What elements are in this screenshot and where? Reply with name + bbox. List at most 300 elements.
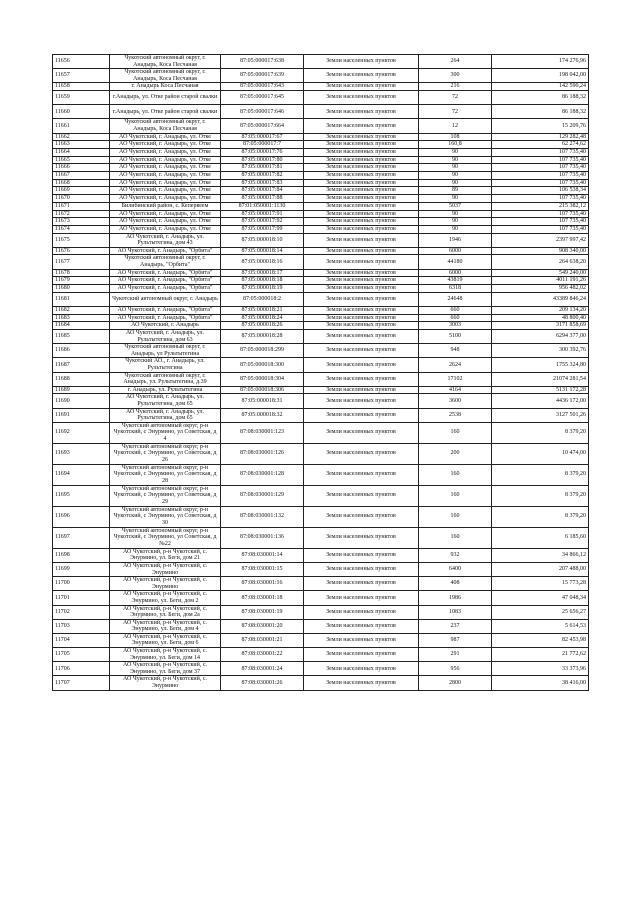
table-row [53, 648, 589, 662]
table-row [53, 619, 589, 633]
cadastral-value-cell: 48 800,40 [492, 314, 589, 322]
table-row [53, 633, 589, 647]
area-cell: 264 [419, 55, 492, 69]
cadastral-value-cell: 8 379,20 [492, 485, 589, 506]
land-category-cell: Земли населенных пунктов [304, 255, 419, 269]
land-category-cell: Земли населенных пунктов [304, 91, 419, 105]
area-cell: 1946 [419, 233, 492, 247]
table-row [53, 210, 589, 218]
land-category-cell: Земли населенных пунктов [304, 562, 419, 576]
row-number: 11707 [53, 676, 110, 690]
row-number: 11671 [53, 202, 110, 210]
address-cell: АО Чукотский, г. Анадырь, ул. Отке [110, 210, 221, 218]
row-number: 11696 [53, 506, 110, 527]
address-cell: Чукотский автономный округ, г. Анадырь, Коса Песчаная [110, 55, 221, 69]
table-row [53, 195, 589, 203]
address-cell: АО Чукотский, г. Анадырь, ул. Отке [110, 187, 221, 195]
cadastral-value-cell: 8 379,20 [492, 506, 589, 527]
cadastral-value-cell: 107 735,40 [492, 172, 589, 180]
table-body [53, 55, 589, 691]
row-number: 11672 [53, 210, 110, 218]
address-cell: Чукотский автономный округ, г. Анадырь, ул Рультытегина [110, 344, 221, 358]
address-cell: АО Чукотский, г. Анадырь, "Орбита" [110, 306, 221, 314]
land-category-cell: Земли населенных пунктов [304, 464, 419, 485]
cadastral-value-cell: 107 735,40 [492, 195, 589, 203]
row-number: 11681 [53, 292, 110, 306]
area-cell: 956 [419, 662, 492, 676]
land-category-cell: Земли населенных пунктов [304, 277, 419, 285]
table-row [53, 408, 589, 422]
cadastral-number-cell: 87:08:030001:132 [221, 506, 304, 527]
land-category-cell: Земли населенных пунктов [304, 329, 419, 343]
cadastral-number-cell: 87:01:050001:1130 [221, 202, 304, 210]
row-number: 11666 [53, 164, 110, 172]
cadastral-number-cell: 87:05:000018:17 [221, 269, 304, 277]
cadastral-number-cell: 87:08:030001:22 [221, 648, 304, 662]
area-cell: 932 [419, 548, 492, 562]
cadastral-number-cell: 87:05:000018:300 [221, 358, 304, 372]
row-number: 11682 [53, 306, 110, 314]
cadastral-value-cell: 5 614,53 [492, 619, 589, 633]
table-row [53, 548, 589, 562]
row-number: 11705 [53, 648, 110, 662]
cadastral-number-cell: 87:05:000017:80 [221, 156, 304, 164]
row-number: 11687 [53, 358, 110, 372]
cadastral-value-cell: 198 042,00 [492, 69, 589, 83]
address-cell: АО Чукотский, г. Анадырь, ул. Отке [110, 149, 221, 157]
land-category-cell: Земли населенных пунктов [304, 179, 419, 187]
area-cell: 237 [419, 619, 492, 633]
area-cell: 90 [419, 149, 492, 157]
land-category-cell: Земли населенных пунктов [304, 225, 419, 233]
row-number: 11694 [53, 464, 110, 485]
cadastral-value-cell: 33 373,96 [492, 662, 589, 676]
row-number: 11688 [53, 372, 110, 386]
table-row [53, 527, 589, 548]
row-number: 11697 [53, 527, 110, 548]
cadastral-value-cell: 86 188,32 [492, 105, 589, 119]
cadastral-value-cell: 86 188,32 [492, 91, 589, 105]
area-cell: 3003 [419, 322, 492, 330]
row-number: 11691 [53, 408, 110, 422]
table-row [53, 277, 589, 285]
land-category-cell: Земли населенных пунктов [304, 577, 419, 591]
land-category-cell: Земли населенных пунктов [304, 322, 419, 330]
address-cell: АО Чукотский, р-н Чукотский, с. Энурмино, ул. Беги, дом 37 [110, 662, 221, 676]
cadastral-value-cell: 3127 501,26 [492, 408, 589, 422]
cadastral-value-cell: 5131 172,28 [492, 386, 589, 394]
cadastral-number-cell: 87:05:000018:299 [221, 344, 304, 358]
address-cell: Чукотский АО., г. Анадырь, ул. Рультытегина [110, 358, 221, 372]
land-category-cell: Земли населенных пунктов [304, 233, 419, 247]
row-number: 11704 [53, 633, 110, 647]
cadastral-value-cell: 209 134,20 [492, 306, 589, 314]
land-category-cell: Земли населенных пунктов [304, 187, 419, 195]
table-row [53, 464, 589, 485]
address-cell: АО Чукотский, р-н Чукотский, с. Энурмино, ул. Беги, дом 6 [110, 633, 221, 647]
address-cell: Чукотский автономный округ, г. Анадырь, ул. Рультытегина, д.39 [110, 372, 221, 386]
address-cell: АО Чукотский, г. Анадырь, ул. Отке [110, 141, 221, 149]
area-cell: 948 [419, 344, 492, 358]
cadastral-number-cell: 87:08:030001:14 [221, 548, 304, 562]
address-cell: АО Чукотский, р-н Чукотский, с. Энурмино, ул. Беги, дом 4 [110, 619, 221, 633]
cadastral-value-cell: 107 735,40 [492, 156, 589, 164]
table-row [53, 344, 589, 358]
cadastral-value-cell: 264 638,20 [492, 255, 589, 269]
cadastral-number-cell: 87:08:030001:129 [221, 485, 304, 506]
table-row [53, 187, 589, 195]
land-category-cell: Земли населенных пунктов [304, 285, 419, 293]
area-cell: 160 [419, 527, 492, 548]
area-cell: 160 [419, 422, 492, 443]
table-row [53, 69, 589, 83]
row-number: 11665 [53, 156, 110, 164]
table-row [53, 55, 589, 69]
cadastral-value-cell: 15 773,28 [492, 577, 589, 591]
cadastral-value-cell: 21074 281,54 [492, 372, 589, 386]
address-cell: Чукотский автономный округ, р-н Чукотский, с Энурмино, ул Советская, д 26 [110, 443, 221, 464]
cadastral-number-cell: 87:05:000018:28 [221, 329, 304, 343]
land-category-cell: Земли населенных пунктов [304, 591, 419, 605]
cadastral-number-cell: 87:05:000017:92 [221, 218, 304, 226]
land-category-cell: Земли населенных пунктов [304, 210, 419, 218]
table-row [53, 218, 589, 226]
land-category-cell: Земли населенных пунктов [304, 605, 419, 619]
table-row [53, 255, 589, 269]
cadastral-value-cell: 107 735,40 [492, 164, 589, 172]
area-cell: 291 [419, 648, 492, 662]
cadastral-number-cell: 87:05:000018:2 [221, 292, 304, 306]
document-page [52, 54, 588, 691]
row-number: 11698 [53, 548, 110, 562]
row-number: 11659 [53, 91, 110, 105]
table-row [53, 443, 589, 464]
cadastral-value-cell: 34 866,12 [492, 548, 589, 562]
cadastral-number-cell: 87:05:000018:14 [221, 247, 304, 255]
cadastral-value-cell: 62 274,62 [492, 141, 589, 149]
land-category-cell: Земли населенных пунктов [304, 149, 419, 157]
address-cell: г.Анадырь, ул. Отке район старой свалки [110, 105, 221, 119]
table-row [53, 329, 589, 343]
area-cell: 17102 [419, 372, 492, 386]
cadastral-number-cell: 87:05:000017:646 [221, 105, 304, 119]
land-category-cell: Земли населенных пунктов [304, 218, 419, 226]
table-row [53, 133, 589, 141]
land-category-cell: Земли населенных пунктов [304, 269, 419, 277]
cadastral-number-cell: 87:08:030001:16 [221, 577, 304, 591]
row-number: 11670 [53, 195, 110, 203]
cadastral-value-cell: 15 209,76 [492, 119, 589, 133]
cadastral-number-cell: 87:08:030001:15 [221, 562, 304, 576]
cadastral-number-cell: 87:08:030001:26 [221, 676, 304, 690]
address-cell: АО Чукотский, р-н Чукотский, с. Энурмино [110, 577, 221, 591]
row-number: 11673 [53, 218, 110, 226]
address-cell: Чукотский автономный округ, р-н Чукотский, с Энурмино, ул Советская, д 29 [110, 485, 221, 506]
table-row [53, 172, 589, 180]
land-category-cell: Земли населенных пунктов [304, 506, 419, 527]
cadastral-value-cell: 38 416,00 [492, 676, 589, 690]
area-cell: 24648 [419, 292, 492, 306]
land-category-cell: Земли населенных пунктов [304, 619, 419, 633]
land-category-cell: Земли населенных пунктов [304, 344, 419, 358]
area-cell: 44180 [419, 255, 492, 269]
area-cell: 90 [419, 172, 492, 180]
area-cell: 660 [419, 306, 492, 314]
row-number: 11686 [53, 344, 110, 358]
land-category-cell: Земли населенных пунктов [304, 292, 419, 306]
address-cell: АО Чукотский, р-н Чукотский, с. Энурмино [110, 562, 221, 576]
address-cell: АО Чукотский, г. Анадырь, ул. Отке [110, 164, 221, 172]
cadastral-number-cell: 87:08:030001:24 [221, 662, 304, 676]
cadastral-number-cell: 87:08:030001:21 [221, 633, 304, 647]
area-cell: 90 [419, 210, 492, 218]
land-category-cell: Земли населенных пунктов [304, 527, 419, 548]
cadastral-number-cell: 87:05:000018:306 [221, 386, 304, 394]
row-number: 11667 [53, 172, 110, 180]
row-number: 11689 [53, 386, 110, 394]
table-row [53, 179, 589, 187]
table-row [53, 591, 589, 605]
cadastral-number-cell: 87:05:000018:31 [221, 394, 304, 408]
row-number: 11675 [53, 233, 110, 247]
table-row [53, 306, 589, 314]
cadastral-number-cell: 87:05:000017:81 [221, 164, 304, 172]
cadastral-value-cell: 129 282,48 [492, 133, 589, 141]
cadastral-value-cell: 4436 172,00 [492, 394, 589, 408]
table-row [53, 577, 589, 591]
table-row [53, 506, 589, 527]
address-cell: Чукотский автономный округ, г. Анадырь [110, 292, 221, 306]
area-cell: 6318 [419, 285, 492, 293]
table-row [53, 91, 589, 105]
area-cell: 90 [419, 195, 492, 203]
land-category-cell: Земли населенных пунктов [304, 633, 419, 647]
land-category-cell: Земли населенных пунктов [304, 164, 419, 172]
row-number: 11703 [53, 619, 110, 633]
table-row [53, 485, 589, 506]
row-number: 11706 [53, 662, 110, 676]
cadastral-value-cell: 107 735,40 [492, 149, 589, 157]
cadastral-value-cell: 956 482,02 [492, 285, 589, 293]
row-number: 11702 [53, 605, 110, 619]
address-cell: Чукотский автономный округ, р-н Чукотский, с Энурмино, ул Советская, д 4 [110, 422, 221, 443]
cadastral-value-cell: 8 379,20 [492, 464, 589, 485]
cadastral-number-cell: 87:05:000018:10 [221, 233, 304, 247]
address-cell: АО Чукотский, р-н Чукотский, с. Энурмино, ул. Беги, дом 14 [110, 648, 221, 662]
cadastral-value-cell: 47 048,34 [492, 591, 589, 605]
cadastral-value-cell: 3171 858,69 [492, 322, 589, 330]
area-cell: 5037 [419, 202, 492, 210]
land-category-cell: Земли населенных пунктов [304, 83, 419, 91]
land-category-cell: Земли населенных пунктов [304, 386, 419, 394]
land-category-cell: Земли населенных пунктов [304, 133, 419, 141]
area-cell: 160 [419, 464, 492, 485]
table-row [53, 562, 589, 576]
row-number: 11674 [53, 225, 110, 233]
address-cell: Чукотский автономный округ, г. Анадырь, Коса Песчаная [110, 69, 221, 83]
address-cell: Чукотский автономный округ, г. Анадырь, Коса Песчаная [110, 119, 221, 133]
address-cell: АО Чукотский, г. Анадырь, ул. Отке [110, 179, 221, 187]
land-category-cell: Земли населенных пунктов [304, 358, 419, 372]
area-cell: 160 [419, 485, 492, 506]
cadastral-value-cell: 43389 846,24 [492, 292, 589, 306]
area-cell: 90 [419, 164, 492, 172]
cadastral-number-cell: 87:05:000018:18 [221, 277, 304, 285]
area-cell: 660 [419, 314, 492, 322]
address-cell: АО Чукотский, г. Анадырь, ул. Рультытегина, дом 43 [110, 233, 221, 247]
area-cell: 987 [419, 633, 492, 647]
cadastral-number-cell: 87:05:000017:91 [221, 210, 304, 218]
table-row [53, 149, 589, 157]
address-cell: Билибинский район, с. Кепервеем [110, 202, 221, 210]
row-number: 11685 [53, 329, 110, 343]
cadastral-number-cell: 87:05:000017:7 [221, 141, 304, 149]
row-number: 11700 [53, 577, 110, 591]
table-row [53, 422, 589, 443]
cadastral-number-cell: 87:05:000017:638 [221, 55, 304, 69]
area-cell: 6000 [419, 269, 492, 277]
address-cell: г. Анадырь Коса Песчаная [110, 83, 221, 91]
land-category-cell: Земли населенных пунктов [304, 372, 419, 386]
area-cell: 90 [419, 179, 492, 187]
cadastral-number-cell: 87:05:000017:639 [221, 69, 304, 83]
row-number: 11680 [53, 285, 110, 293]
table-row [53, 269, 589, 277]
land-category-cell: Земли населенных пунктов [304, 676, 419, 690]
address-cell: АО Чукотский, г. Анадырь, "Орбита" [110, 285, 221, 293]
row-number: 11679 [53, 277, 110, 285]
address-cell: АО Чукотский, г. Анадырь [110, 322, 221, 330]
cadastral-number-cell: 87:05:000018:24 [221, 314, 304, 322]
address-cell: АО Чукотский, г. Анадырь, "Орбита" [110, 269, 221, 277]
cadastral-value-cell: 207 488,00 [492, 562, 589, 576]
cadastral-number-cell: 87:05:000017:83 [221, 179, 304, 187]
row-number: 11683 [53, 314, 110, 322]
table-row [53, 285, 589, 293]
cadastral-value-cell: 174 276,96 [492, 55, 589, 69]
table-row [53, 83, 589, 91]
table-row [53, 119, 589, 133]
row-number: 11695 [53, 485, 110, 506]
area-cell: 216 [419, 83, 492, 91]
cadastral-value-cell: 107 735,40 [492, 218, 589, 226]
land-category-cell: Земли населенных пунктов [304, 485, 419, 506]
address-cell: АО Чукотский, р-н Чукотский, с. Энурмино [110, 676, 221, 690]
land-category-cell: Земли населенных пунктов [304, 156, 419, 164]
table-row [53, 314, 589, 322]
row-number: 11699 [53, 562, 110, 576]
cadastral-value-cell: 10 474,00 [492, 443, 589, 464]
cadastral-number-cell: 87:05:000017:88 [221, 195, 304, 203]
land-category-cell: Земли населенных пунктов [304, 648, 419, 662]
row-number: 11662 [53, 133, 110, 141]
land-category-cell: Земли населенных пунктов [304, 195, 419, 203]
cadastral-number-cell: 87:05:000017:645 [221, 91, 304, 105]
address-cell: АО Чукотский, г. Анадырь, "Орбита" [110, 247, 221, 255]
address-cell: АО Чукотский, р-н Чукотский, с. Энурмино, ул. Беги, дом 21 [110, 548, 221, 562]
land-category-cell: Земли населенных пунктов [304, 105, 419, 119]
address-cell: АО Чукотский, г. Анадырь, "Орбита" [110, 314, 221, 322]
land-plots-table [52, 54, 589, 691]
row-number: 11668 [53, 179, 110, 187]
cadastral-value-cell: 215 382,12 [492, 202, 589, 210]
address-cell: АО Чукотский, г. Анадырь, ул. Отке [110, 133, 221, 141]
cadastral-value-cell: 8 379,20 [492, 422, 589, 443]
cadastral-number-cell: 87:05:000018:19 [221, 285, 304, 293]
area-cell: 160,8 [419, 141, 492, 149]
cadastral-value-cell: 107 735,40 [492, 179, 589, 187]
cadastral-number-cell: 87:05:000018:304 [221, 372, 304, 386]
cadastral-value-cell: 908 340,00 [492, 247, 589, 255]
land-category-cell: Земли населенных пунктов [304, 422, 419, 443]
address-cell: АО Чукотский, р-н Чукотский, с. Энурмино, ул. Беги, дом 2а [110, 605, 221, 619]
area-cell: 12 [419, 119, 492, 133]
cadastral-value-cell: 21 772,62 [492, 648, 589, 662]
address-cell: АО Чукотский, г. Анадырь, ул. Отке [110, 172, 221, 180]
cadastral-value-cell: 106 538,34 [492, 187, 589, 195]
cadastral-value-cell: 6 185,60 [492, 527, 589, 548]
land-category-cell: Земли населенных пунктов [304, 172, 419, 180]
cadastral-number-cell: 87:05:000017:82 [221, 172, 304, 180]
address-cell: АО Чукотский, г. Анадырь, ул. Отке [110, 218, 221, 226]
cadastral-value-cell: 6294 377,00 [492, 329, 589, 343]
table-row [53, 202, 589, 210]
table-row [53, 247, 589, 255]
table-row [53, 292, 589, 306]
area-cell: 3600 [419, 394, 492, 408]
address-cell: Чукотский автономный округ, р-н Чукотский, с Энурмино, ул Советская, д 30 [110, 506, 221, 527]
land-category-cell: Земли населенных пунктов [304, 548, 419, 562]
area-cell: 2538 [419, 408, 492, 422]
cadastral-number-cell: 87:05:000017:67 [221, 133, 304, 141]
land-category-cell: Земли населенных пунктов [304, 443, 419, 464]
cadastral-value-cell: 1755 324,80 [492, 358, 589, 372]
area-cell: 6000 [419, 247, 492, 255]
cadastral-number-cell: 87:08:030001:136 [221, 527, 304, 548]
cadastral-number-cell: 87:05:000017:664 [221, 119, 304, 133]
row-number: 11658 [53, 83, 110, 91]
land-category-cell: Земли населенных пунктов [304, 55, 419, 69]
area-cell: 90 [419, 218, 492, 226]
cadastral-value-cell: 25 656,27 [492, 605, 589, 619]
land-category-cell: Земли населенных пунктов [304, 408, 419, 422]
address-cell: Чукотский автономный округ, р-н Чукотский, с Энурмино, ул Советская, д №22 [110, 527, 221, 548]
land-category-cell: Земли населенных пунктов [304, 141, 419, 149]
table-row [53, 141, 589, 149]
row-number: 11676 [53, 247, 110, 255]
table-row [53, 156, 589, 164]
cadastral-number-cell: 87:05:000018:16 [221, 255, 304, 269]
row-number: 11684 [53, 322, 110, 330]
cadastral-value-cell: 107 735,40 [492, 210, 589, 218]
area-cell: 72 [419, 105, 492, 119]
area-cell: 108 [419, 133, 492, 141]
cadastral-number-cell: 87:05:000018:21 [221, 306, 304, 314]
row-number: 11669 [53, 187, 110, 195]
row-number: 11690 [53, 394, 110, 408]
cadastral-number-cell: 87:08:030001:126 [221, 443, 304, 464]
row-number: 11664 [53, 149, 110, 157]
address-cell: г. Анадырь, ул. Рультытегина [110, 386, 221, 394]
land-category-cell: Земли населенных пунктов [304, 394, 419, 408]
address-cell: АО Чукотский, г. Анадырь, ул. Рультытегина, дом 63 [110, 329, 221, 343]
cadastral-number-cell: 87:08:030001:20 [221, 619, 304, 633]
table-row [53, 164, 589, 172]
cadastral-number-cell: 87:05:000018:32 [221, 408, 304, 422]
address-cell: АО Чукотский, г. Анадырь, ул. Отке [110, 195, 221, 203]
table-row [53, 605, 589, 619]
cadastral-number-cell: 87:08:030001:19 [221, 605, 304, 619]
